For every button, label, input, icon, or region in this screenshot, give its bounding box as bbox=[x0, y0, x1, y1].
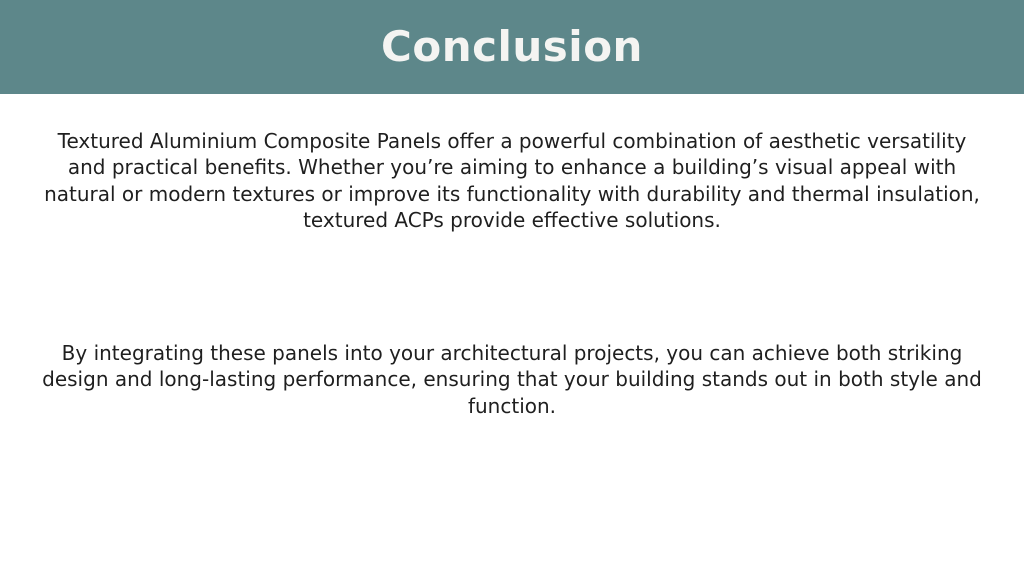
title-band bbox=[0, 0, 1024, 94]
conclusion-paragraph-1: Textured Aluminium Composite Panels offer a powerful combination of aesthetic versatility and practical benefits. Whether you’re aiming to enhance a building’s visual appeal with natural or modern textures or improve its functionality with durability and thermal insulation, textured ACPs provide effective solutions. bbox=[44, 129, 980, 232]
conclusion-paragraph-2: By integrating these panels into your architectural projects, you can achieve both striking design and long-lasting performance, ensuring that your building stands out in both style and function. bbox=[42, 341, 982, 418]
slide-title: Conclusion bbox=[381, 22, 643, 71]
